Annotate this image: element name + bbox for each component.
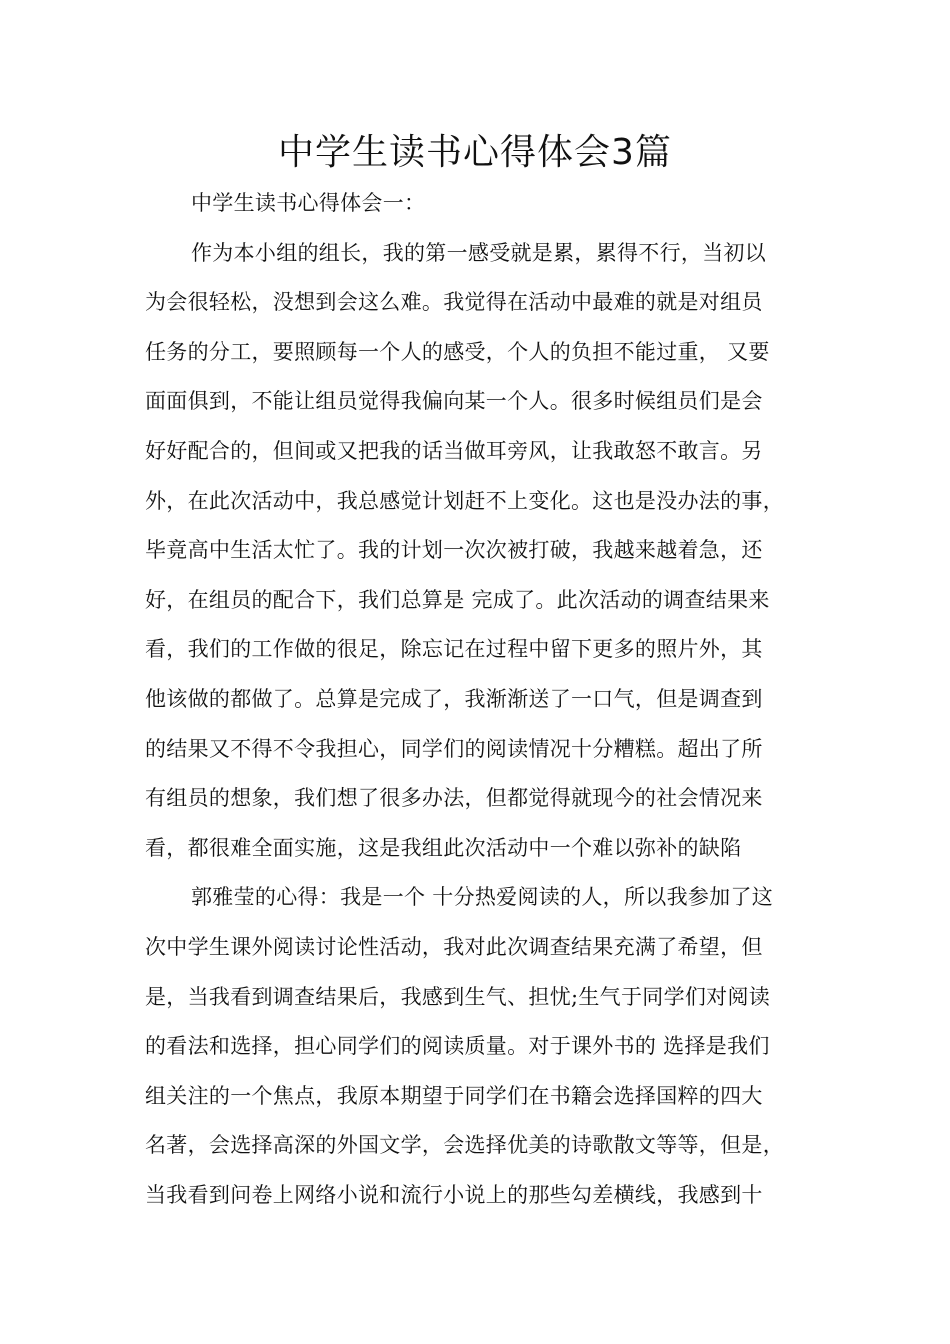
text-line: 名著，会选择高深的外国文学，会选择优美的诗歌散文等等，但是， (145, 1133, 784, 1158)
text-line: 郭雅莹的心得：我是一个 十分热爱阅读的人，所以我参加了这 (191, 885, 774, 910)
document-body (145, 179, 835, 1220)
text-line: 好好配合的，但间或又把我的话当做耳旁风，让我敢怒不敢言。另 (145, 438, 763, 463)
text-line: 作为本小组的组长，我的第一感受就是累，累得不行，当初以 (191, 240, 767, 265)
text-line: 外，在此次活动中，我总感觉计划赶不上变化。这也是没办法的事， (145, 488, 784, 513)
paragraph-1 (145, 179, 835, 229)
text-line: 的看法和选择，担心同学们的阅读质量。对于课外书的 选择是我们 (145, 1034, 770, 1059)
text-line: 组关注的一个焦点，我原本期望于同学们在书籍会选择国粹的四大 (145, 1083, 763, 1108)
text-line: 的结果又不得不令我担心，同学们的阅读情况十分糟糕。超出了所 (145, 736, 763, 761)
text-line: 他该做的都做了。总算是完成了，我渐渐送了一口气，但是调查到 (145, 686, 763, 711)
text-line: 中学生读书心得体会一： (191, 191, 426, 215)
document-title: 中学生读书心得体会3篇 (278, 132, 672, 173)
text-line: 当我看到问卷上网络小说和流行小说上的那些勾差横线，我感到十 (145, 1182, 763, 1207)
text-line: 看，我们的工作做的很足，除忘记在过程中留下更多的照片外，其 (145, 637, 763, 662)
text-line: 次中学生课外阅读讨论性活动，我对此次调查结果充满了希望，但 (145, 934, 763, 959)
text-line: 是，当我看到调查结果后，我感到生气、担忧;生气于同学们对阅读 (145, 984, 771, 1009)
text-line: 任务的分工，要照顾每一个人的感受，个人的负担不能过重， 又要 (145, 339, 770, 364)
paragraph-3 (145, 873, 835, 1220)
text-line: 为会很轻松，没想到会这么难。我觉得在活动中最难的就是对组员 (145, 290, 763, 315)
text-line: 好，在组员的配合下，我们总算是 完成了。此次活动的调查结果来 (145, 587, 770, 612)
text-line: 有组员的想象，我们想了很多办法，但都觉得就现今的社会情况来 (145, 786, 763, 811)
text-line: 面面俱到，不能让组员觉得我偏向某一个人。很多时候组员们是会 (145, 389, 763, 414)
paragraph-2 (145, 229, 835, 874)
text-line: 看，都很难全面实施，这是我组此次活动中一个难以弥补的缺陷 (145, 835, 742, 860)
text-line: 毕竟高中生活太忙了。我的计划一次次被打破，我越来越着急，还 (145, 538, 763, 563)
